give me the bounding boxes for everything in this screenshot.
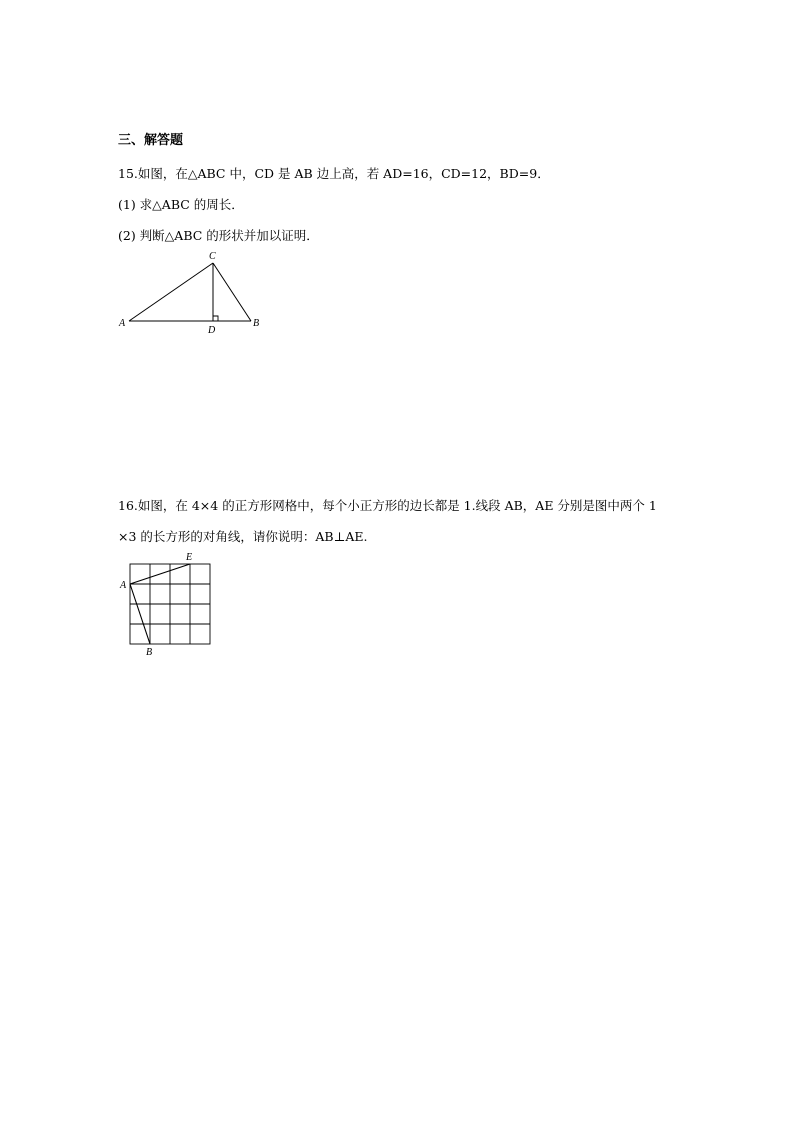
problem-15-stem: 15.如图，在△ABC 中，CD 是 AB 边上高，若 AD=16，CD=12，BD=9． <box>118 166 550 181</box>
label-c: C <box>209 251 216 262</box>
grid-figure <box>114 548 224 660</box>
section-title: 三、解答题 <box>118 133 184 148</box>
label-d: D <box>208 325 216 336</box>
problem-16-line-1: 16.如图，在 4×4 的正方形网格中，每个小正方形的边长都是 1.线段 AB，AE 分别是图中两个 1 <box>118 498 657 513</box>
side-ac <box>129 263 213 321</box>
label-b: B <box>146 647 153 658</box>
label-a: A <box>119 318 126 329</box>
segment-ae <box>130 564 190 584</box>
problem-15-part-1: (1) 求△ABC 的周长． <box>118 197 244 212</box>
label-a: A <box>120 580 127 591</box>
problem-16-line-2: ×3 的长方形的对角线，请你说明：AB⊥AE. <box>118 529 368 544</box>
square-grid <box>130 564 210 644</box>
problem-15-part-2: (2) 判断△ABC 的形状并加以证明． <box>118 228 319 243</box>
side-bc <box>213 263 251 321</box>
label-b: B <box>253 318 260 329</box>
segment-ab <box>130 584 150 644</box>
right-angle-mark <box>213 316 218 321</box>
label-e: E <box>186 552 193 563</box>
triangle-abc-figure <box>110 244 280 340</box>
